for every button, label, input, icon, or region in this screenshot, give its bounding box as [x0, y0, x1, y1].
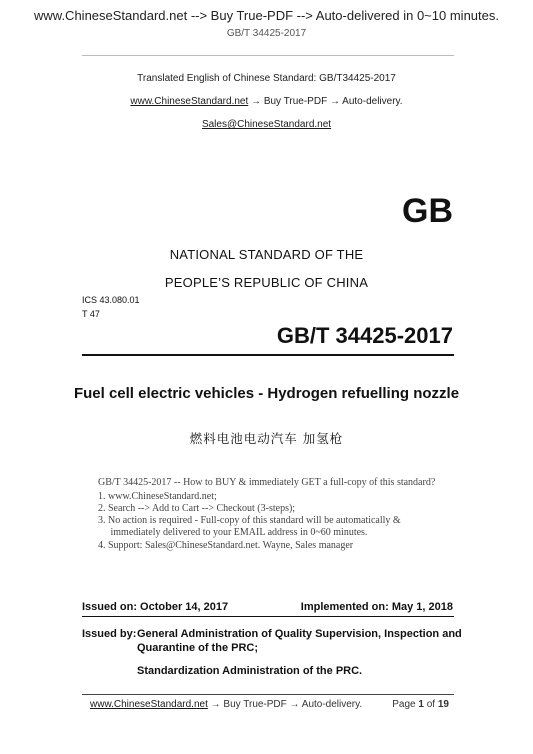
- footer-divider: [82, 694, 454, 695]
- email-link[interactable]: Sales@ChineseStandard.net: [201, 119, 332, 130]
- standard-divider: [82, 354, 454, 356]
- dates-divider: [82, 616, 454, 617]
- header-banner: www.ChineseStandard.net --> Buy True-PDF --> Auto-delivered in 0~10 minutes.: [34, 8, 499, 23]
- buy-step: 3. No action is required - Full-copy of this standard will be automatically &: [98, 515, 401, 526]
- footer-website-link[interactable]: www.ChineseStandard.net: [90, 699, 208, 710]
- page-number: Page 1 of 19: [392, 699, 449, 710]
- t-code: T 47: [82, 309, 100, 319]
- buy-question: GB/T 34425-2017 -- How to BUY & immediately GET a full-copy of this standard?: [98, 477, 436, 488]
- issuer-label: Issued by:: [82, 628, 137, 640]
- buy-step: 2. Search --> Add to Cart --> Checkout (3-steps);: [98, 503, 296, 514]
- title-english: Fuel cell electric vehicles - Hydrogen refuelling nozzle: [73, 385, 460, 402]
- translation-line: Translated English of Chinese Standard: GB/T34425-2017: [137, 73, 396, 84]
- issuer-line: General Administration of Quality Supervision, Inspection and: [137, 628, 462, 640]
- buy-step: 1. www.ChineseStandard.net;: [98, 491, 217, 502]
- issued-date: Issued on: October 14, 2017: [82, 601, 229, 613]
- page-total: 19: [437, 699, 449, 710]
- ics-code: ICS 43.080.01: [82, 295, 140, 305]
- email-line: [0, 119, 533, 130]
- implemented-date: Implemented on: May 1, 2018: [300, 601, 453, 613]
- national-standard-line2: PEOPLE’S REPUBLIC OF CHINA: [164, 275, 369, 290]
- buy-flow-text: → Buy True-PDF → Auto-delivery.: [248, 96, 403, 107]
- footer-links: [90, 699, 362, 710]
- header-code: GB/T 34425-2017: [226, 28, 307, 39]
- buy-step: 4. Support: Sales@ChineseStandard.net. Wayne, Sales manager: [98, 540, 354, 551]
- national-standard-line1: NATIONAL STANDARD OF THE: [169, 247, 364, 262]
- header-divider: [82, 55, 454, 56]
- website-link[interactable]: www.ChineseStandard.net: [130, 96, 249, 107]
- issuer-line: Standardization Administration of the PRC.: [137, 665, 363, 677]
- translation-link-line: [0, 96, 533, 107]
- buy-step: immediately delivered to your EMAIL address in 0~60 minutes.: [98, 527, 368, 538]
- issuer-line: Quarantine of the PRC;: [137, 642, 259, 654]
- title-chinese: 燃料电池电动汽车 加氢枪: [189, 431, 344, 446]
- standard-number: GB/T 34425-2017: [276, 323, 453, 348]
- gb-logo: GB: [402, 192, 453, 230]
- footer-buy-flow: → Buy True-PDF → Auto-delivery.: [207, 699, 363, 710]
- page-current: 1: [418, 699, 424, 710]
